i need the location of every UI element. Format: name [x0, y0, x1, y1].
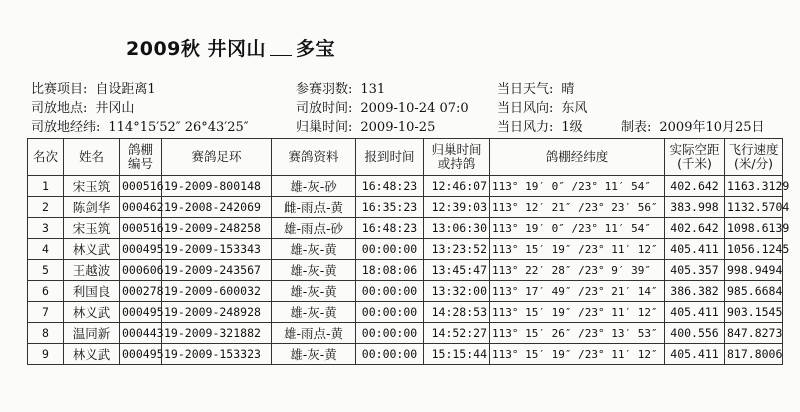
- return-time-cell: 12:39:03: [424, 197, 490, 218]
- table-row: [28, 218, 783, 239]
- ring-cell: 19-2009-321882: [162, 323, 272, 344]
- return-time-cell: 12:46:07: [424, 176, 490, 197]
- info-event: 比赛项目: 自设距离1: [31, 82, 156, 97]
- name-cell: 林义武: [64, 344, 120, 365]
- col-header-distance: 实际空距(千米): [665, 139, 725, 176]
- report-title: [126, 34, 335, 61]
- report-time-cell: 16:48:23: [356, 176, 424, 197]
- ring-cell: 19-2009-153343: [162, 239, 272, 260]
- distance-cell: 386.382: [665, 281, 725, 302]
- rank-cell: 2: [28, 197, 64, 218]
- info-wind-direction: 当日风向: 东风: [497, 101, 588, 116]
- table-row: [28, 344, 783, 365]
- return-time-cell: 15:15:44: [424, 344, 490, 365]
- loft-cell: 000443: [120, 323, 162, 344]
- ring-cell: 19-2009-243567: [162, 260, 272, 281]
- loft-cell: 000606: [120, 260, 162, 281]
- distance-cell: 400.556: [665, 323, 725, 344]
- speed-cell: 903.1545: [725, 302, 783, 323]
- info-release-time: 司放时间: 2009-10-24 07:0: [296, 101, 469, 116]
- feature-cell: 雄-灰-砂: [272, 176, 356, 197]
- col-header-ring: 赛鸽足环: [162, 139, 272, 176]
- ring-cell: 19-2009-600032: [162, 281, 272, 302]
- report-time-cell: 00:00:00: [356, 302, 424, 323]
- name-cell: 林义武: [64, 302, 120, 323]
- distance-cell: 383.998: [665, 197, 725, 218]
- table-row: [28, 239, 783, 260]
- return-time-cell: 13:06:30: [424, 218, 490, 239]
- return-time-cell: 13:23:52: [424, 239, 490, 260]
- coord-cell: 113° 15′ 26″ /23° 13′ 53″: [490, 323, 665, 344]
- col-header-loft: 鸽棚编号: [120, 139, 162, 176]
- table-row: [28, 323, 783, 344]
- rank-cell: 6: [28, 281, 64, 302]
- loft-cell: 000462: [120, 197, 162, 218]
- name-cell: 王越波: [64, 260, 120, 281]
- col-header-coord: 鸽棚经纬度: [490, 139, 665, 176]
- col-header-name: 姓名: [64, 139, 120, 176]
- distance-cell: 402.642: [665, 176, 725, 197]
- info-return-time: 归巢时间: 2009-10-25: [296, 120, 436, 135]
- loft-cell: 000495: [120, 239, 162, 260]
- loft-cell: 000495: [120, 302, 162, 323]
- distance-cell: 405.411: [665, 239, 725, 260]
- distance-cell: 405.411: [665, 302, 725, 323]
- ring-cell: 19-2009-248258: [162, 218, 272, 239]
- speed-cell: 1098.6139: [725, 218, 783, 239]
- name-cell: 陈剑华: [64, 197, 120, 218]
- speed-cell: 847.8273: [725, 323, 783, 344]
- results-table: [27, 138, 790, 365]
- table-row: [28, 176, 783, 197]
- report-time-cell: 00:00:00: [356, 281, 424, 302]
- speed-cell: 998.9494: [725, 260, 783, 281]
- info-wind-force: 当日风力: 1级: [497, 120, 583, 135]
- coord-cell: 113° 19′ 0″ /23° 11′ 54″: [490, 218, 665, 239]
- loft-cell: 000278: [120, 281, 162, 302]
- ring-cell: 19-2009-800148: [162, 176, 272, 197]
- speed-cell: 1056.1245: [725, 239, 783, 260]
- report-time-cell: 00:00:00: [356, 323, 424, 344]
- feature-cell: 雄-灰-黄: [272, 239, 356, 260]
- speed-cell: 1132.5704: [725, 197, 783, 218]
- title-underline: [270, 55, 292, 56]
- table-row: [28, 281, 783, 302]
- rank-cell: 8: [28, 323, 64, 344]
- rank-cell: 7: [28, 302, 64, 323]
- info-made-date: 制表: 2009年10月25日: [621, 120, 765, 135]
- feature-cell: 雄-灰-黄: [272, 260, 356, 281]
- ring-cell: 19-2008-242069: [162, 197, 272, 218]
- title-main: 2009秋 井冈山: [126, 38, 266, 60]
- return-time-cell: 14:28:53: [424, 302, 490, 323]
- ring-cell: 19-2009-153323: [162, 344, 272, 365]
- coord-cell: 113° 19′ 0″ /23° 11′ 54″: [490, 176, 665, 197]
- coord-cell: 113° 22′ 28″ /23° 9′ 39″: [490, 260, 665, 281]
- info-weather: 当日天气: 晴: [497, 82, 575, 97]
- rank-cell: 5: [28, 260, 64, 281]
- speed-cell: 1163.3129: [725, 176, 783, 197]
- distance-cell: 402.642: [665, 218, 725, 239]
- report-time-cell: 00:00:00: [356, 344, 424, 365]
- rank-cell: 1: [28, 176, 64, 197]
- feature-cell: 雄-灰-黄: [272, 302, 356, 323]
- table-header-row: [28, 139, 783, 176]
- title-suffix: 多宝: [296, 38, 336, 60]
- return-time-cell: 13:32:00: [424, 281, 490, 302]
- info-release-place: 司放地点: 井冈山: [31, 101, 135, 116]
- coord-cell: 113° 15′ 19″ /23° 11′ 12″: [490, 302, 665, 323]
- loft-cell: 000516: [120, 218, 162, 239]
- ring-cell: 19-2009-248928: [162, 302, 272, 323]
- return-time-cell: 13:45:47: [424, 260, 490, 281]
- coord-cell: 113° 12′ 21″ /23° 23′ 56″: [490, 197, 665, 218]
- coord-cell: 113° 17′ 49″ /23° 21′ 14″: [490, 281, 665, 302]
- report-time-cell: 18:08:06: [356, 260, 424, 281]
- col-header-feature: 赛鸽资料: [272, 139, 356, 176]
- rank-cell: 9: [28, 344, 64, 365]
- table-row: [28, 302, 783, 323]
- return-time-cell: 14:52:27: [424, 323, 490, 344]
- table-row: [28, 197, 783, 218]
- coord-cell: 113° 15′ 19″ /23° 11′ 12″: [490, 344, 665, 365]
- name-cell: 利国良: [64, 281, 120, 302]
- col-header-rank: 名次: [28, 139, 64, 176]
- col-header-speed: 飞行速度(米/分): [725, 139, 783, 176]
- speed-cell: 817.8006: [725, 344, 783, 365]
- feature-cell: 雄-雨点-砂: [272, 218, 356, 239]
- speed-cell: 985.6684: [725, 281, 783, 302]
- report-time-cell: 16:48:23: [356, 218, 424, 239]
- rank-cell: 3: [28, 218, 64, 239]
- coord-cell: 113° 15′ 19″ /23° 11′ 12″: [490, 239, 665, 260]
- loft-cell: 000495: [120, 344, 162, 365]
- distance-cell: 405.411: [665, 344, 725, 365]
- distance-cell: 405.357: [665, 260, 725, 281]
- col-header-return: 归巢时间或持鸽: [424, 139, 490, 176]
- feature-cell: 雄-灰-黄: [272, 344, 356, 365]
- report-time-cell: 16:35:23: [356, 197, 424, 218]
- feature-cell: 雌-雨点-黄: [272, 197, 356, 218]
- feature-cell: 雄-雨点-黄: [272, 323, 356, 344]
- name-cell: 宋玉筑: [64, 176, 120, 197]
- name-cell: 林义武: [64, 239, 120, 260]
- info-birds: 参赛羽数: 131: [296, 82, 386, 97]
- feature-cell: 雄-灰-黄: [272, 281, 356, 302]
- loft-cell: 000516: [120, 176, 162, 197]
- name-cell: 宋玉筑: [64, 218, 120, 239]
- info-release-coord: 司放地经纬: 114°15′52″ 26°43′25″: [31, 120, 249, 135]
- rank-cell: 4: [28, 239, 64, 260]
- report-time-cell: 00:00:00: [356, 239, 424, 260]
- table-row: [28, 260, 783, 281]
- name-cell: 温同新: [64, 323, 120, 344]
- col-header-report: 报到时间: [356, 139, 424, 176]
